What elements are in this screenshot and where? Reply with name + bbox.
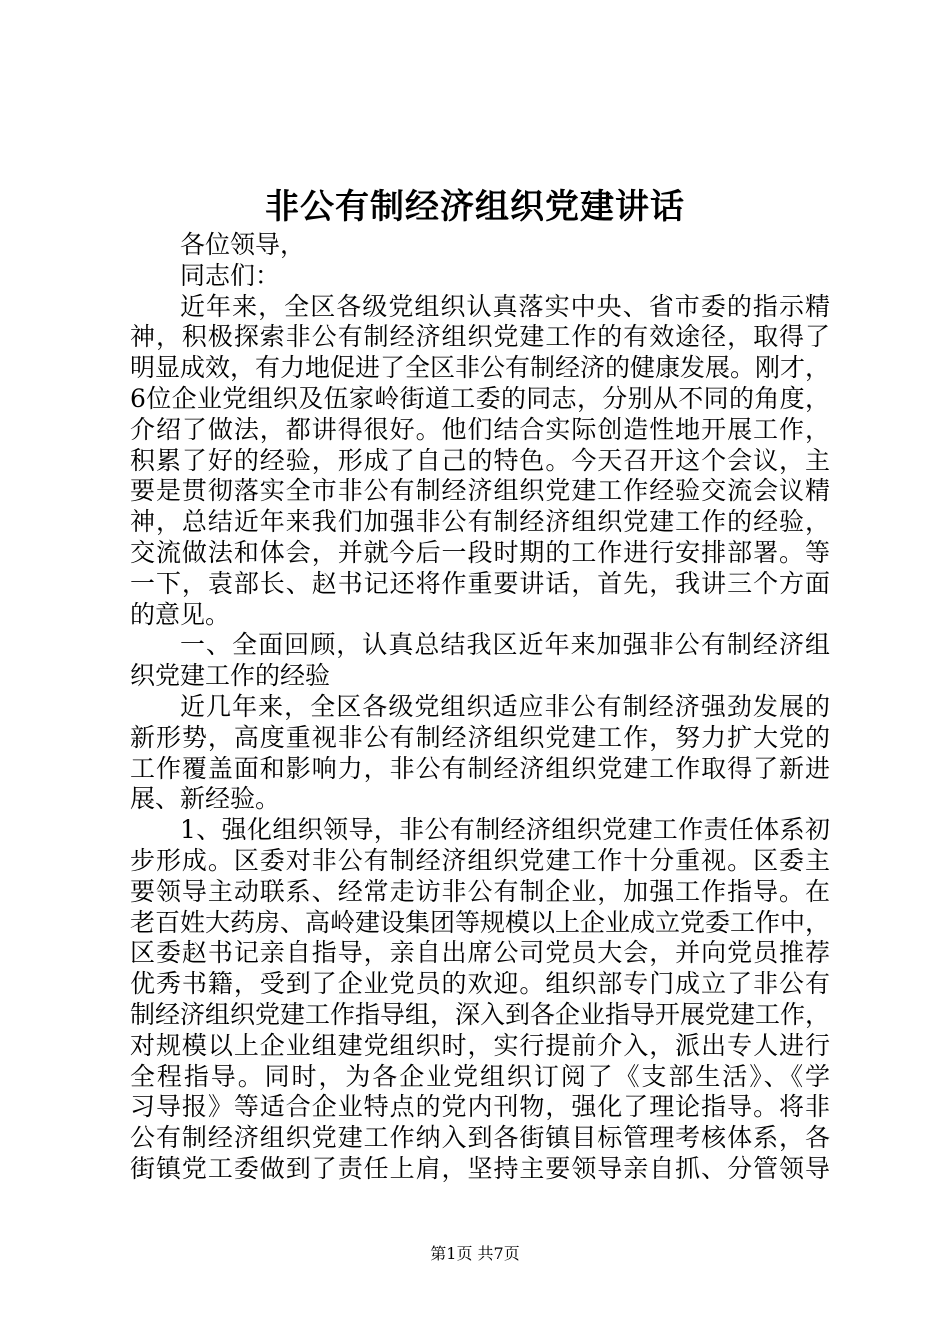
- text-line: 要是贯彻落实全市非公有制经济组织党建工作经验交流会议精: [130, 476, 830, 506]
- text-line: 老百姓大药房、高岭建设集团等规模以上企业成立党委工作中，: [130, 907, 830, 937]
- text-line: 交流做法和体会，并就今后一段时期的工作进行安排部署。等: [130, 537, 830, 567]
- text-line: 近年来，全区各级党组织认真落实中央、省市委的指示精: [180, 291, 830, 321]
- page-footer: 第1页 共7页: [430, 1244, 520, 1263]
- text-line: 展、新经验。: [130, 784, 281, 814]
- text-line: 公有制经济组织党建工作纳入到各街镇目标管理考核体系，各: [130, 1123, 830, 1153]
- text-line: 全程指导。同时，为各企业党组织订阅了《支部生活》、《学: [130, 1061, 830, 1091]
- text-line: 优秀书籍，受到了企业党员的欢迎。组织部专门成立了非公有: [130, 969, 830, 999]
- text-line: 一、全面回顾，认真总结我区近年来加强非公有制经济组: [180, 630, 830, 660]
- text-line: 习导报》等适合企业特点的党内刊物，强化了理论指导。将非: [130, 1092, 830, 1122]
- text-line: 区委赵书记亲自指导，亲自出席公司党员大会，并向党员推荐: [130, 938, 830, 968]
- text-line: 新形势，高度重视非公有制经济组织党建工作，努力扩大党的: [130, 722, 830, 752]
- text-line: 明显成效，有力地促进了全区非公有制经济的健康发展。刚才，: [130, 353, 830, 383]
- text-line: 工作覆盖面和影响力，非公有制经济组织党建工作取得了新进: [130, 753, 830, 783]
- text-line: 织党建工作的经验: [130, 661, 331, 691]
- text-line: 步形成。区委对非公有制经济组织党建工作十分重视。区委主: [130, 845, 830, 875]
- document-title: 非公有制经济组织党建讲话: [265, 187, 685, 227]
- text-line: 神，积极探索非公有制经济组织党建工作的有效途径，取得了: [130, 322, 830, 352]
- text-line: 介绍了做法，都讲得很好。他们结合实际创造性地开展工作，: [130, 414, 830, 444]
- text-line: 对规模以上企业组建党组织时，实行提前介入，派出专人进行: [130, 1030, 830, 1060]
- text-line: 的意见。: [130, 599, 231, 629]
- text-line: 各位领导，: [180, 230, 306, 259]
- text-line: 一下，袁部长、赵书记还将作重要讲话，首先，我讲三个方面: [130, 568, 830, 598]
- text-line: 近几年来，全区各级党组织适应非公有制经济强劲发展的: [180, 691, 830, 721]
- text-line: 要领导主动联系、经常走访非公有制企业，加强工作指导。在: [130, 876, 830, 906]
- document-body: [130, 230, 830, 1185]
- text-line: 积累了好的经验，形成了自己的特色。今天召开这个会议，主: [130, 445, 830, 475]
- text-line: 1、强化组织领导，非公有制经济组织党建工作责任体系初: [180, 815, 830, 845]
- text-line: 街镇党工委做到了责任上肩，坚持主要领导亲自抓、分管领导: [130, 1153, 830, 1183]
- text-line: 6位企业党组织及伍家岭街道工委的同志，分别从不同的角度，: [130, 383, 830, 413]
- text-line: 同志们：: [180, 260, 281, 290]
- text-line: 神，总结近年来我们加强非公有制经济组织党建工作的经验，: [130, 507, 830, 537]
- text-line: 制经济组织党建工作指导组，深入到各企业指导开展党建工作，: [130, 999, 830, 1029]
